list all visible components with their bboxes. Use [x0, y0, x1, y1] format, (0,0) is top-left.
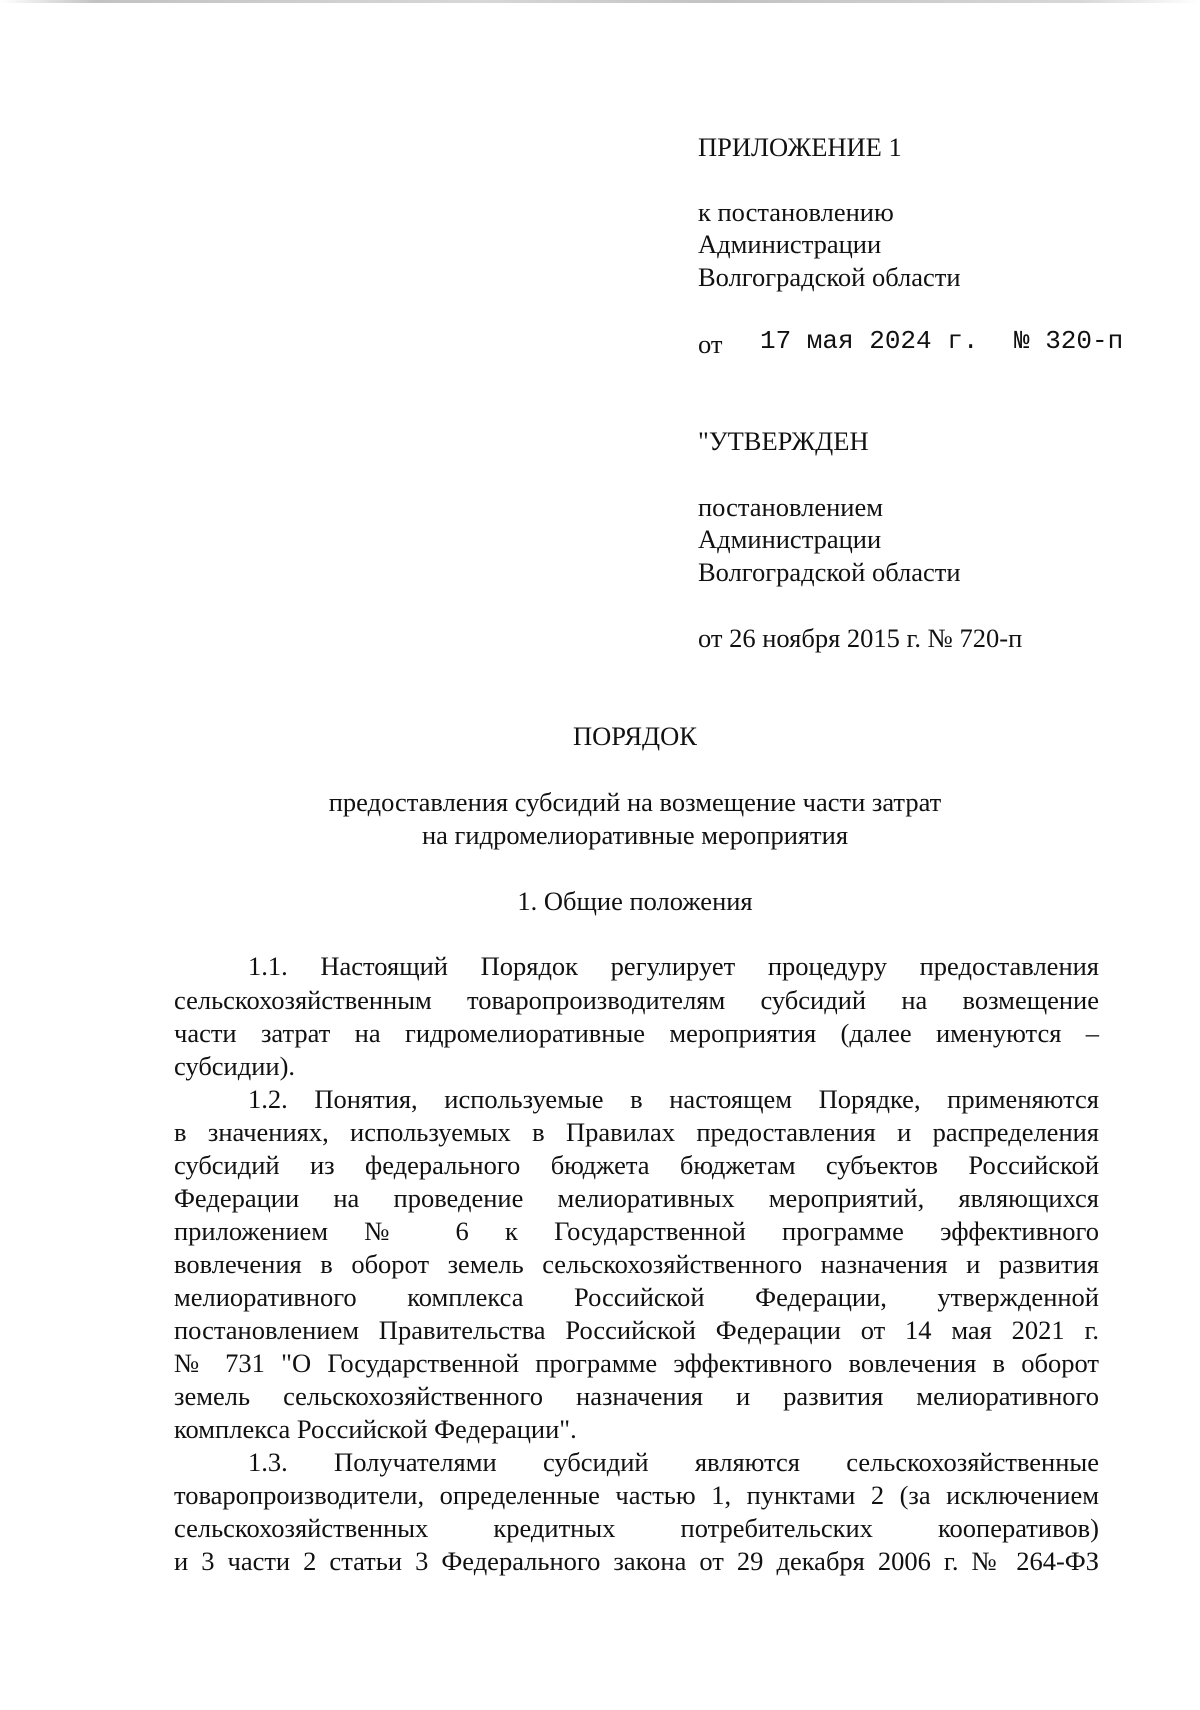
attachment-date: 17 мая 2024 г.	[760, 326, 979, 356]
attachment-number: № 320-п	[1014, 326, 1124, 356]
paragraph-line: в значениях, используемых в Правилах предоставления и распределения	[174, 1117, 1099, 1147]
paragraph-line: мелиоративного комплекса Российской Федерации, утвержденной	[174, 1282, 1099, 1312]
approval-line-1: постановлением	[698, 492, 883, 522]
attachment-to-line-2: Администрации	[698, 229, 882, 259]
paragraph-line: Федерации на проведение мелиоративных мероприятий, являющихся	[174, 1183, 1099, 1213]
paragraph-line: земель сельскохозяйственного назначения и развития мелиоративного	[174, 1381, 1099, 1411]
paragraph-line: № 731 "О Государственной программе эффективного вовлечения в оборот	[174, 1348, 1099, 1378]
paragraph-line: субсидии).	[174, 1051, 296, 1081]
attachment-date-prefix: от	[698, 329, 723, 359]
attachment-title: ПРИЛОЖЕНИЕ 1	[698, 132, 902, 162]
attachment-to-line-3: Волгоградской области	[698, 262, 961, 292]
paragraph-line: комплекса Российской Федерации".	[174, 1414, 577, 1444]
paragraph-line: субсидий из федерального бюджета бюджетам субъектов Российской	[174, 1150, 1099, 1180]
paragraph-line: товаропроизводители, определенные частью 1, пунктами 2 (за исключением	[174, 1480, 1099, 1510]
approval-date-line: от 26 ноября 2015 г. № 720-п	[698, 623, 1023, 653]
approval-title: "УТВЕРЖДЕН	[698, 426, 869, 456]
paragraph-line: сельскохозяйственным товаропроизводителям субсидий на возмещение	[174, 985, 1099, 1015]
paragraph-line: 1.1. Настоящий Порядок регулирует процедуру предоставления	[248, 951, 1099, 981]
scan-top-edge	[0, 0, 1200, 3]
paragraph-line: вовлечения в оборот земель сельскохозяйственного назначения и развития	[174, 1249, 1099, 1279]
paragraph-line: 1.2. Понятия, используемые в настоящем Порядке, применяются	[248, 1084, 1099, 1114]
document-title: ПОРЯДОК	[573, 721, 697, 751]
section-heading: 1. Общие положения	[517, 886, 753, 916]
paragraph-line: и 3 части 2 статьи 3 Федерального закона от 29 декабря 2006 г. № 264-ФЗ	[174, 1546, 1099, 1576]
approval-line-3: Волгоградской области	[698, 557, 961, 587]
paragraph-line: сельскохозяйственных кредитных потребительских кооперативов)	[174, 1513, 1099, 1543]
paragraph-line: части затрат на гидромелиоративные мероприятия (далее именуются –	[174, 1018, 1099, 1048]
approval-line-2: Администрации	[698, 524, 882, 554]
paragraph-line: 1.3. Получателями субсидий являются сельскохозяйственные	[248, 1447, 1099, 1477]
document-subtitle-line-1: предоставления субсидий на возмещение части затрат	[328, 787, 942, 817]
attachment-to-line-1: к постановлению	[698, 197, 894, 227]
paragraph-line: приложением № 6 к Государственной программе эффективного	[174, 1216, 1099, 1246]
document-subtitle-line-2: на гидромелиоративные мероприятия	[421, 820, 849, 850]
paragraph-line: постановлением Правительства Российской Федерации от 14 мая 2021 г.	[174, 1315, 1099, 1345]
